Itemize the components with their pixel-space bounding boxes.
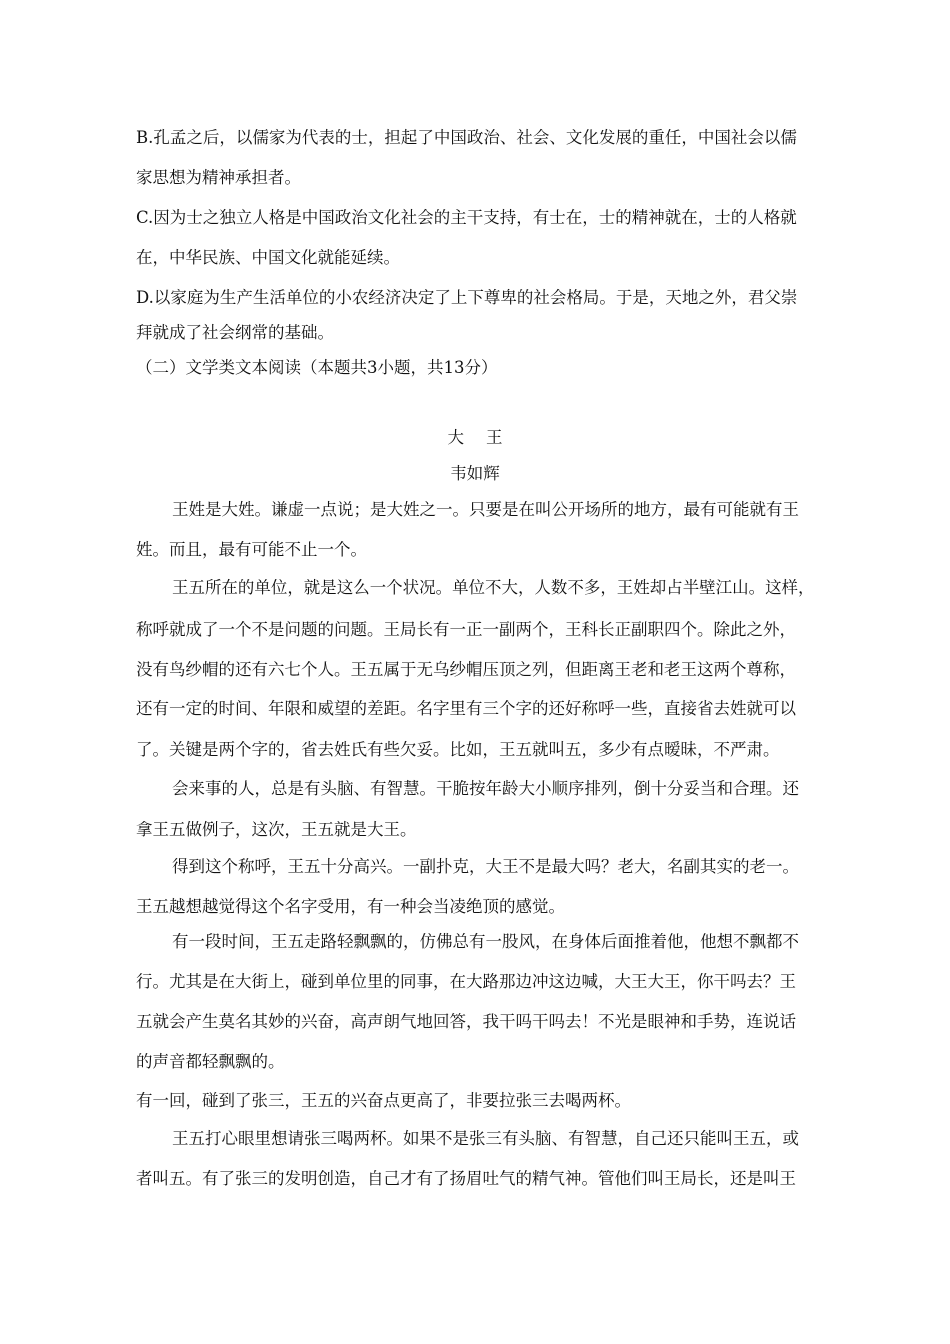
option-c-line-2: 在，中华民族、中国文化就能延续。 bbox=[136, 248, 400, 267]
option-c-line-1: C.因为士之独立人格是中国政治文化社会的主干支持，有士在，士的精神就在，士的人格就 bbox=[136, 208, 797, 227]
paragraph-2-line-2: 称呼就成了一个不是问题的问题。王局长有一正一副两个，王科长正副职四个。除此之外， bbox=[136, 620, 796, 639]
paragraph-1-line-1: 王姓是大姓。谦虚一点说；是大姓之一。只要是在叫公开场所的地方，最有可能就有王 bbox=[172, 500, 799, 519]
option-b-line-2: 家思想为精神承担者。 bbox=[136, 168, 301, 187]
paragraph-5-line-3: 五就会产生莫名其妙的兴奋，高声朗气地回答，我干吗干吗去！不光是眼神和手势，连说话 bbox=[136, 1012, 796, 1031]
paragraph-2-line-1: 王五所在的单位，就是这么一个状况。单位不大，人数不多，王姓却占半壁江山。这样， bbox=[172, 578, 815, 597]
paragraph-4-line-2: 王五越想越觉得这个名字受用，有一种会当凌绝顶的感觉。 bbox=[136, 897, 565, 916]
paragraph-6-line-1: 有一回，碰到了张三，王五的兴奋点更高了，非要拉张三去喝两杯。 bbox=[136, 1091, 631, 1110]
option-b-line-1: B.孔孟之后，以儒家为代表的士，担起了中国政治、社会、文化发展的重任，中国社会以儒 bbox=[136, 128, 797, 147]
paragraph-7-line-2: 者叫五。有了张三的发明创造，自己才有了扬眉吐气的精气神。管他们叫王局长，还是叫王 bbox=[136, 1169, 796, 1188]
story-title: 大王 bbox=[447, 428, 525, 447]
option-d-line-2: 拜就成了社会纲常的基础。 bbox=[136, 323, 334, 342]
paragraph-7-line-1: 王五打心眼里想请张三喝两杯。如果不是张三有头脑、有智慧，自己还只能叫王五，或 bbox=[172, 1129, 799, 1148]
paragraph-2-line-4: 还有一定的时间、年限和威望的差距。名字里有三个字的还好称呼一些，直接省去姓就可以 bbox=[136, 699, 796, 718]
paragraph-3-line-1: 会来事的人，总是有头脑、有智慧。干脆按年龄大小顺序排列，倒十分妥当和合理。还 bbox=[172, 779, 799, 798]
paragraph-2-line-3: 没有鸟纱帽的还有六七个人。王五属于无乌纱帽压顶之列，但距离王老和老王这两个尊称， bbox=[136, 660, 796, 679]
paragraph-1-line-2: 姓。而且，最有可能不止一个。 bbox=[136, 540, 367, 559]
paragraph-5-line-1: 有一段时间，王五走路轻飘飘的，仿佛总有一股风，在身体后面推着他，他想不飘都不 bbox=[172, 932, 799, 951]
story-author: 韦如辉 bbox=[450, 464, 500, 483]
option-d-line-1: D.以家庭为生产生活单位的小农经济决定了上下尊卑的社会格局。于是，天地之外，君父崇 bbox=[136, 288, 798, 307]
section-heading: （二）文学类文本阅读（本题共3小题，共13分） bbox=[136, 358, 498, 377]
paragraph-3-line-2: 拿王五做例子，这次，王五就是大王。 bbox=[136, 820, 417, 839]
paragraph-2-line-5: 了。关键是两个字的，省去姓氏有些欠妥。比如，王五就叫五，多少有点暧昧，不严肃。 bbox=[136, 740, 780, 759]
paragraph-5-line-2: 行。尤其是在大街上，碰到单位里的同事，在大路那边冲这边喊，大王大王，你干吗去？王 bbox=[136, 972, 796, 991]
paragraph-4-line-1: 得到这个称呼，王五十分高兴。一副扑克，大王不是最大吗？老大，名副其实的老一。 bbox=[172, 857, 799, 876]
paragraph-5-line-4: 的声音都轻飘飘的。 bbox=[136, 1052, 285, 1071]
